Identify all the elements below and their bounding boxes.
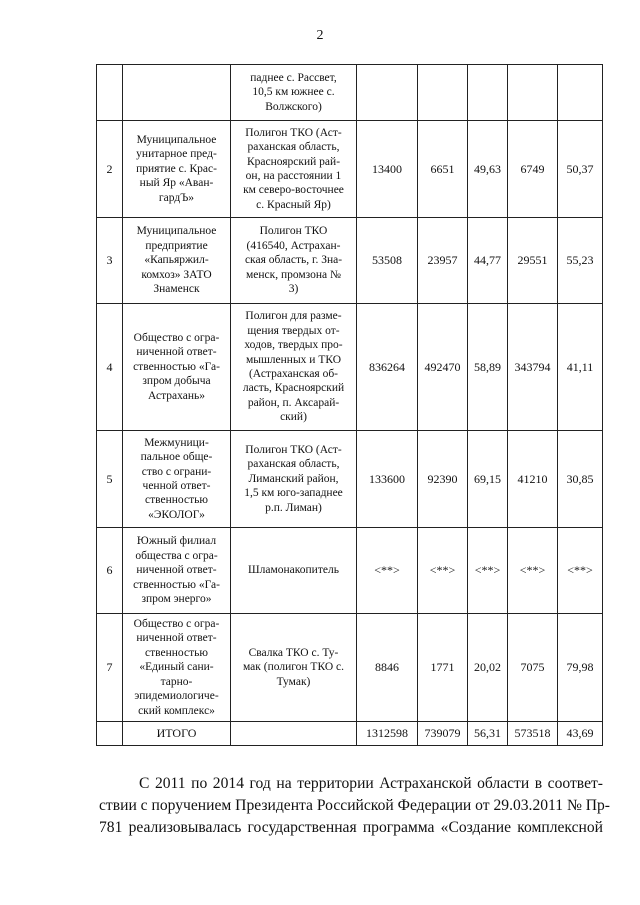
value-cell: 6651 <box>418 121 468 218</box>
value-cell: 29551 <box>508 218 558 304</box>
row-number: 6 <box>97 528 123 614</box>
value-cell <box>357 65 418 121</box>
percent-cell: 58,89 <box>468 304 508 431</box>
value-cell: 492470 <box>418 304 468 431</box>
value-cell <box>508 65 558 121</box>
percent-cell: 44,77 <box>468 218 508 304</box>
row-number: 7 <box>97 614 123 722</box>
percent-cell <box>558 65 603 121</box>
total-percent: 43,69 <box>558 722 603 746</box>
value-cell: 1771 <box>418 614 468 722</box>
site-cell: паднее с. Рассвет, 10,5 км южнее с. Волжского) <box>231 65 357 121</box>
percent-cell: 69,15 <box>468 431 508 528</box>
percent-cell: 79,98 <box>558 614 603 722</box>
value-cell: 6749 <box>508 121 558 218</box>
organization-cell: Межмуници- пальное обще- ство с ограни- ченной ответ- ственностью «ЭКОЛОГ» <box>123 431 231 528</box>
organization-cell: Муниципальное унитарное пред- приятие с. Крас- ный Яр «Аван- гардЪ» <box>123 121 231 218</box>
value-cell: 23957 <box>418 218 468 304</box>
value-cell: 133600 <box>357 431 418 528</box>
site-cell: Шламонакопитель <box>231 528 357 614</box>
percent-cell: 41,11 <box>558 304 603 431</box>
value-cell: 8846 <box>357 614 418 722</box>
row-number <box>97 65 123 121</box>
table-row <box>97 218 603 304</box>
value-cell: 41210 <box>508 431 558 528</box>
organization-cell <box>123 65 231 121</box>
total-percent: 56,31 <box>468 722 508 746</box>
value-cell: 7075 <box>508 614 558 722</box>
paragraph-line: 781 реализовывалась государственная программа «Создание комплексной <box>99 819 603 836</box>
percent-cell: <**> <box>468 528 508 614</box>
value-cell: <**> <box>357 528 418 614</box>
row-number: 5 <box>97 431 123 528</box>
organization-cell: Общество с огра- ниченной ответ- ственностью «Га- зпром добыча Астрахань» <box>123 304 231 431</box>
value-cell: 53508 <box>357 218 418 304</box>
total-label: ИТОГО <box>123 722 231 746</box>
row-number <box>97 722 123 746</box>
value-cell: <**> <box>508 528 558 614</box>
percent-cell: 20,02 <box>468 614 508 722</box>
table-row <box>97 528 603 614</box>
site-cell: Полигон ТКО (Аст- раханская область, Красноярский рай- он, на расстоянии 1 км северо-восточнее с. Красный Яр) <box>231 121 357 218</box>
organization-cell: Общество с огра- ниченной ответ- ственностью «Единый сани- тарно- эпидемиологиче- ский комплекс» <box>123 614 231 722</box>
site-cell: Свалка ТКО с. Ту- мак (полигон ТКО с. Тумак) <box>231 614 357 722</box>
table-row <box>97 431 603 528</box>
site-cell: Полигон ТКО (416540, Астрахан- ская область, г. Зна- менск, промзона № 3) <box>231 218 357 304</box>
percent-cell: <**> <box>558 528 603 614</box>
organization-cell: Южный филиал общества с огра- ниченной ответ- ственностью «Га- зпром энерго» <box>123 528 231 614</box>
percent-cell: 50,37 <box>558 121 603 218</box>
percent-cell <box>468 65 508 121</box>
page-number: 2 <box>316 28 324 43</box>
value-cell: <**> <box>418 528 468 614</box>
value-cell: 92390 <box>418 431 468 528</box>
paragraph-line: С 2011 по 2014 год на территории Астраханской области в соответ- <box>139 775 603 792</box>
table-row <box>97 65 603 121</box>
body-paragraph <box>99 773 610 839</box>
table-row <box>97 121 603 218</box>
site-cell <box>231 722 357 746</box>
value-cell: 13400 <box>357 121 418 218</box>
value-cell <box>418 65 468 121</box>
total-value: 1312598 <box>357 722 418 746</box>
organization-cell: Муниципальное предприятие «Капьяржил- комхоз» ЗАТО Знаменск <box>123 218 231 304</box>
table-row <box>97 304 603 431</box>
row-number: 4 <box>97 304 123 431</box>
percent-cell: 30,85 <box>558 431 603 528</box>
site-cell: Полигон ТКО (Аст- раханская область, Лиманский район, 1,5 км юго-западнее р.п. Лиман) <box>231 431 357 528</box>
value-cell: 343794 <box>508 304 558 431</box>
total-value: 739079 <box>418 722 468 746</box>
paragraph-line: ствии с поручением Президента Российской Федерации от 29.03.2011 № Пр- <box>99 797 610 814</box>
site-cell: Полигон для разме- щения твердых от- ходов, твердых про- мышленных и ТКО (Астраханская об- ласть, Красноярский район, п. Аксарай- ский) <box>231 304 357 431</box>
percent-cell: 49,63 <box>468 121 508 218</box>
row-number: 3 <box>97 218 123 304</box>
table-row <box>97 614 603 722</box>
value-cell: 836264 <box>357 304 418 431</box>
row-number: 2 <box>97 121 123 218</box>
percent-cell: 55,23 <box>558 218 603 304</box>
waste-sites-table <box>96 64 603 746</box>
total-row <box>97 722 603 746</box>
total-value: 573518 <box>508 722 558 746</box>
